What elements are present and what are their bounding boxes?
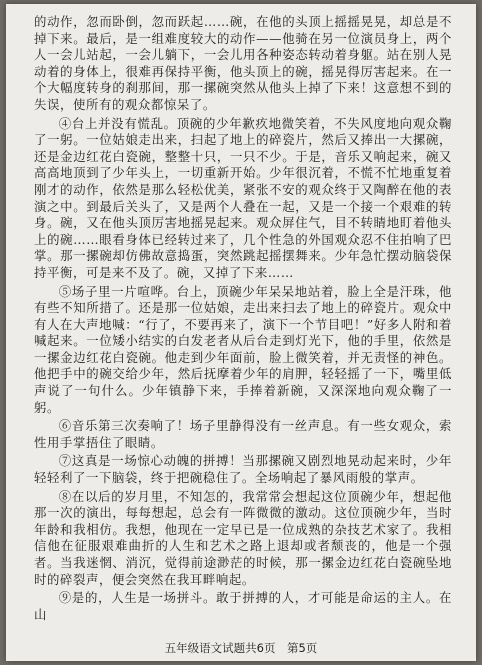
paragraph-9: ⑨是的，人生是一场拼斗。敢于拼搏的人，才可能是命运的主人。在山 (34, 590, 452, 622)
paragraph-4: ④台上并没有慌乱。顶碗的少年歉疚地微笑着，不失风度地向观众鞠了一躬。一位姑娘走出来，扫起了地上的碎瓷片，然后又捧出一大摞碗，还是金边红花白瓷碗，整整十只，一只不少。于是，音乐又响起来，碗又高高地顶到了少年头上，一切重新开始。少年很沉着，不慌不忙地重复着刚才的动作，依然是那么轻松优美，紧张不安的观众终于又陶醉在他的表演之中。到最后关头了，又是两个人叠在一起，又是一个接一个艰难的转身。碗，又在他头顶厉害地摇晃起来。观众屏住气，目不转睛地盯着他头上的碗……眼看身体已经转过来了，几个性急的外国观众忍不住拍响了巴掌。那一摞碗却仿佛故意捣蛋，突然跳起摇摆舞来。少年急忙摆动脑袋保持平衡，可是来不及了。碗，又掉了下来…… (34, 115, 452, 280)
faint-bleed-through-marks (10, 154, 13, 164)
paragraph-7: ⑦这真是一场惊心动魄的拼搏！当那摞碗又剧烈地晃动起来时，少年轻轻利了一下脑袋，终于把碗稳住了。全场响起了暴风雨般的掌声。 (34, 453, 452, 486)
paragraph-6: ⑥音乐第三次奏响了！场子里静得没有一丝声息。有一些女观众，索性用手掌捂住了眼睛。 (34, 418, 452, 450)
page-footer: 五年级语文试题共6页 第5页 (164, 641, 318, 655)
paragraph-8: ⑧在以后的岁月里，不知怎的，我常常会想起这位顶碗少年，想起他那一次的演出，每每想起，总会有一阵微微的激动。这位顶碗少年，当时年龄和我相仿。我想，他现在一定早已是一位成熟的杂技艺术家了。我相信他在征服艰难曲折的人生和艺术之路上退却或者颓丧的，他是一个强者。当我迷惘、消沉，觉得前途渺茫的时候，那一摞金边红花白瓷碗坠地时的碎裂声，便会突然在我耳畔响起。 (34, 488, 452, 587)
paragraph-3-continued: 的动作，忽而卧倒，忽而跃起……碗，在他的头顶上摇摇晃晃，却总是不掉下来。最后，是一组难度较大的动作——他骑在另一位演员身上，两个人一会儿站起，一会儿躺下，一会儿用各种姿态转动着身躯。站在别人晃动着的身体上，很难再保持平衡，他头顶上的碗，摇晃得厉害起来。在一个大幅度转身的刹那间，那一摞碗突然从他头上掉了下来！这意想不到的失误，使所有的观众都惊呆了。 (34, 14, 452, 112)
article-body (34, 14, 452, 625)
paragraph-5: ⑤场子里一片喧哗。台上，顶碗少年呆呆地站着，脸上全是汗珠，他有些不知所措了。还是那一位姑娘，走出来扫去了地上的碎瓷片。观众中有人在大声地喊：“行了，不要再来了，演下一个节目吧！”好多人附和着喊起来。一位矮小结实的白发老者从后台走到灯光下，他的手里，依然是一摞金边红花白瓷碗。他走到少年面前，脸上微笑着，并无责怪的神色。他把手中的碗交给少年，然后抚摩着少年的肩胛，轻轻摇了一下，嘴里低声说了一句什么。少年镇静下来，手捧着新碗，又深深地向观众鞠了一躬。 (34, 283, 452, 415)
exam-page (6, 4, 476, 661)
